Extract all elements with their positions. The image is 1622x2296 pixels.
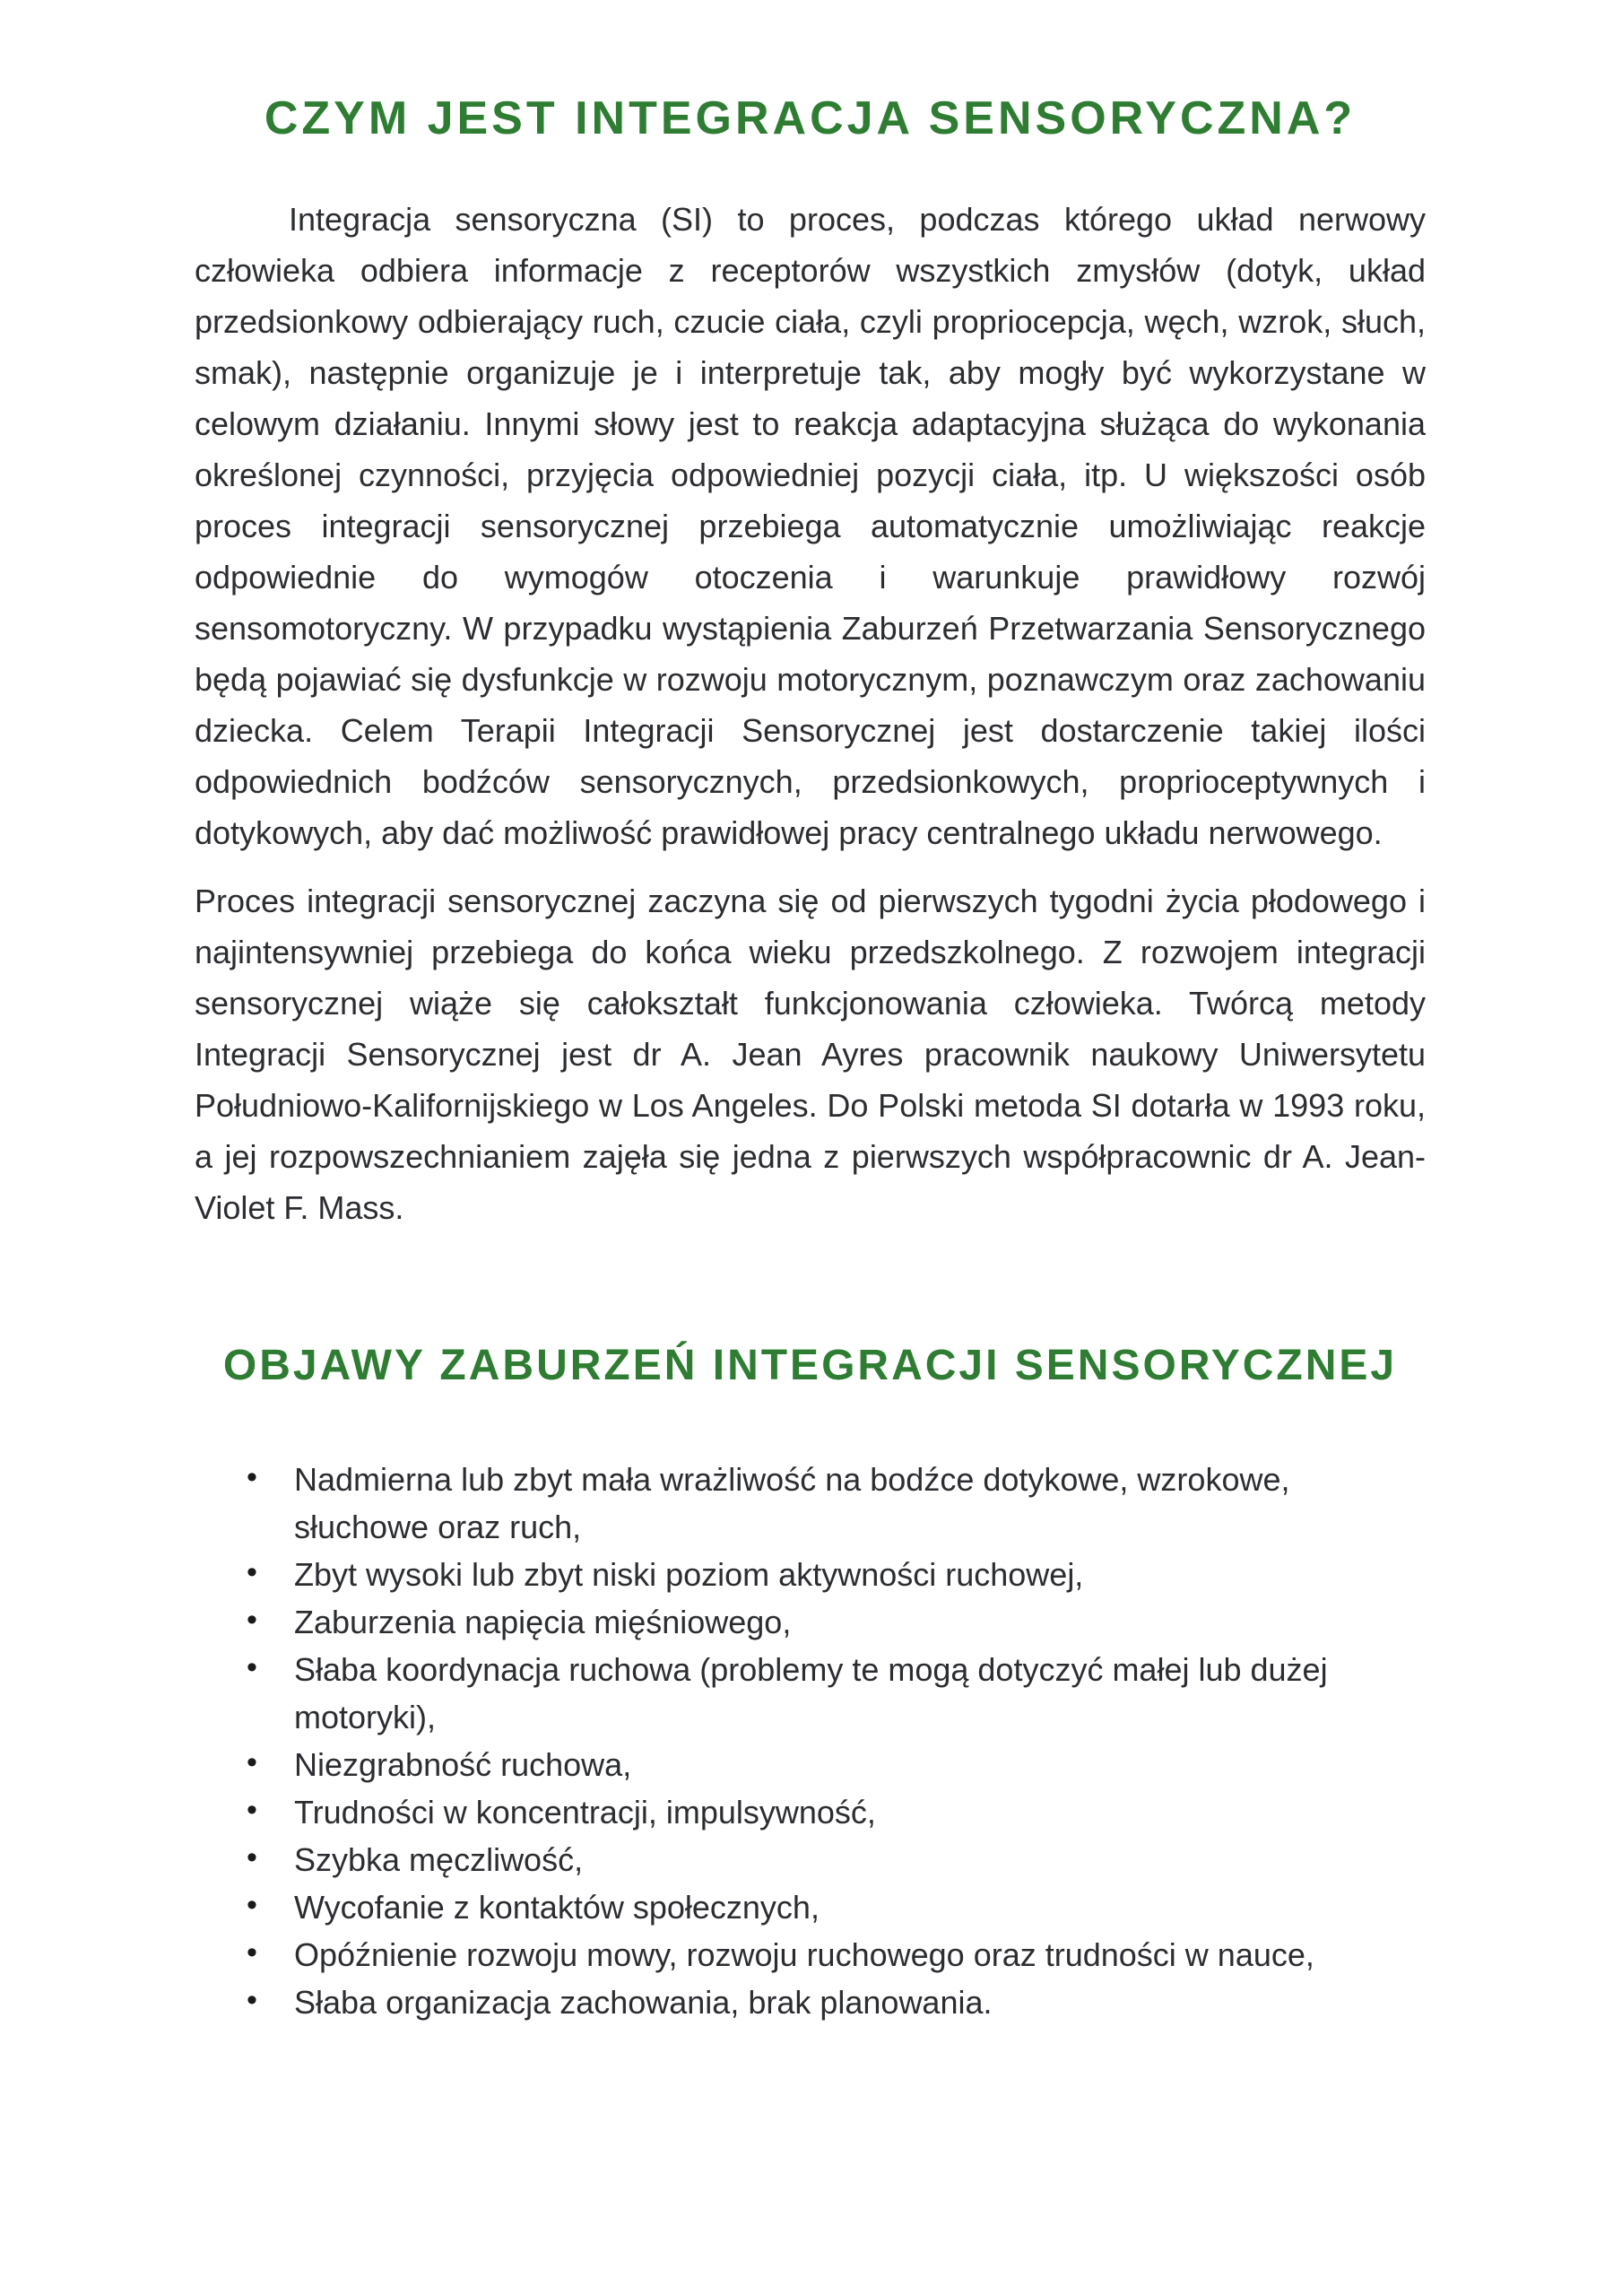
heading-what-is-sensory-integration: CZYM JEST INTEGRACJA SENSORYCZNA? xyxy=(264,92,1357,144)
bullet-icon: • xyxy=(247,1603,257,1637)
list-item xyxy=(247,1979,1426,2026)
heading-symptoms-of-si-disorders: OBJAWY ZABURZEŃ INTEGRACJI SENSORYCZNEJ xyxy=(222,1342,1398,1389)
list-item xyxy=(247,1598,1426,1646)
history-paragraph: Proces integracji sensorycznej zaczyna się od pierwszych tygodni życia płodowego i najintensywniej przebiega do końca wieku przedszkolnego. Z rozwojem integracji sensorycznej wiąże się całokształt funkcjonowania człowieka. Twórcą metody Integracji Sensorycznej jest dr A. Jean Ayres pracownik naukowy Uniwersytetu Południowo-Kalifornijskiego w Los Angeles. Do Polski metoda SI dotarła w 1993 roku, a jej rozpowszechnianiem zajęła się jedna z pierwszych współpracownic dr A. Jean-Violet F. Mass. xyxy=(195,883,1426,1226)
bullet-icon: • xyxy=(247,1840,257,1874)
list-item xyxy=(247,1883,1426,1931)
list-item xyxy=(247,1456,1426,1551)
list-item-text: Zbyt wysoki lub zbyt niski poziom aktywności ruchowej, xyxy=(294,1556,1084,1593)
list-item-text: Trudności w koncentracji, impulsywność, xyxy=(294,1794,876,1831)
symptoms-list xyxy=(247,1456,1426,2026)
bullet-icon: • xyxy=(247,1935,257,1970)
bullet-icon: • xyxy=(247,1888,257,1922)
list-item-text: Opóźnienie rozwoju mowy, rozwoju ruchowego oraz trudności w nauce, xyxy=(294,1936,1314,1973)
list-item xyxy=(247,1788,1426,1836)
list-item xyxy=(247,1836,1426,1883)
list-item xyxy=(247,1931,1426,1979)
list-item xyxy=(247,1741,1426,1788)
list-item-text: Nadmierna lub zbyt mała wrażliwość na bodźce dotykowe, wzrokowe, słuchowe oraz ruch, xyxy=(294,1461,1290,1545)
bullet-icon: • xyxy=(247,1555,257,1589)
list-item-text: Zaburzenia napięcia mięśniowego, xyxy=(294,1604,792,1640)
list-item xyxy=(247,1551,1426,1598)
bullet-icon: • xyxy=(247,1793,257,1827)
list-item-text: Słaba koordynacja ruchowa (problemy te mogą dotyczyć małej lub dużej motoryki), xyxy=(294,1651,1328,1735)
bullet-icon: • xyxy=(247,1745,257,1779)
intro-paragraph: Integracja sensoryczna (SI) to proces, podczas którego układ nerwowy człowieka odbiera informacje z receptorów wszystkich zmysłów (dotyk, układ przedsionkowy odbierający ruch, czucie ciała, czyli propriocepcja, węch, wzrok, słuch, smak), następnie organizuje je i interpretuje tak, aby mogły być wykorzystane w celowym działaniu. Innymi słowy jest to reakcja adaptacyjna służąca do wykonania określonej czynności, przyjęcia odpowiedniej pozycji ciała, itp. U większości osób proces integracji sensorycznej przebiega automatycznie umożliwiając reakcje odpowiednie do wymogów otoczenia i warunkuje prawidłowy rozwój sensomotoryczny. W przypadku wystąpienia Zaburzeń Przetwarzania Sensorycznego będą pojawiać się dysfunkcje w rozwoju motorycznym, poznawczym oraz zachowaniu dziecka. Celem Terapii Integracji Sensorycznej jest dostarczenie takiej ilości odpowiednich bodźców sensorycznych, przedsionkowych, proprioceptywnych i dotykowych, aby dać możliwość prawidłowej pracy centralnego układu nerwowego. xyxy=(195,201,1426,851)
bullet-icon: • xyxy=(247,1650,257,1684)
bullet-icon: • xyxy=(247,1983,257,2017)
list-item-text: Słaba organizacja zachowania, brak planowania. xyxy=(294,1984,993,2021)
list-item-text: Szybka męczliwość, xyxy=(294,1841,584,1878)
list-item-text: Niezgrabność ruchowa, xyxy=(294,1746,632,1783)
list-item xyxy=(247,1646,1426,1741)
list-item-text: Wycofanie z kontaktów społecznych, xyxy=(294,1889,820,1926)
bullet-icon: • xyxy=(247,1460,257,1494)
